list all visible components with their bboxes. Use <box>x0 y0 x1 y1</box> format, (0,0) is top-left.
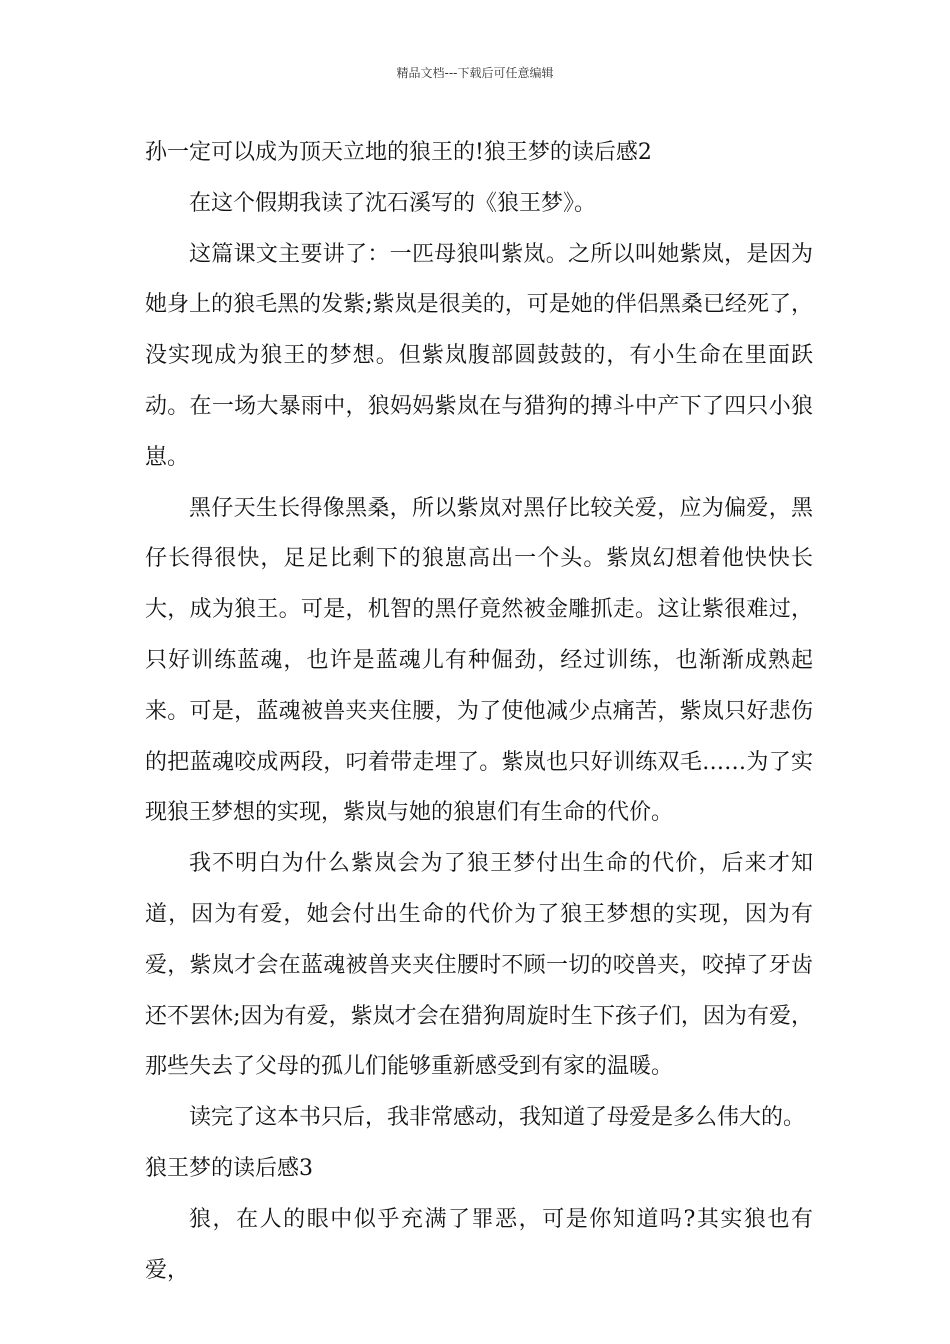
paragraph: 这篇课文主要讲了：一匹母狼叫紫岚。之所以叫她紫岚，是因为她身上的狼毛黑的发紫;紫岚是很美的，可是她的伴侣黑桑已经死了，没实现成为狼王的梦想。但紫岚腹部圆鼓鼓的，有小生命在里面跃动。在一场大暴雨中，狼妈妈紫岚在与猎狗的搏斗中产下了四只小狼崽。 <box>145 241 813 470</box>
page-header: 精品文档---下载后可任意编辑 <box>396 66 554 80</box>
paragraph: 我不明白为什么紫岚会为了狼王梦付出生命的代价，后来才知道，因为有爱，她会付出生命的代价为了狼王梦想的实现，因为有爱，紫岚才会在蓝魂被兽夹夹住腰时不顾一切的咬兽夹，咬掉了牙齿还不罢休;因为有爱，紫岚才会在猎狗周旋时生下孩子们，因为有爱，那些失去了父母的孤儿们能够重新感受到有家的温暖。 <box>145 851 813 1080</box>
section-title: 狼王梦的读后感3 <box>145 1155 313 1181</box>
paragraph-title-line: 孙一定可以成为顶天立地的狼王的!狼王梦的读后感2 <box>145 140 652 165</box>
paragraph: 狼，在人的眼中似乎充满了罪恶，可是你知道吗?其实狼也有爱， <box>145 1206 813 1283</box>
paragraph: 黑仔天生长得像黑桑，所以紫岚对黑仔比较关爱，应为偏爱，黑仔长得很快，足足比剩下的狼崽高出一个头。紫岚幻想着他快快长大，成为狼王。可是，机智的黑仔竟然被金雕抓走。这让紫很难过，只好训练蓝魂，也许是蓝魂儿有种倔劲，经过训练，也渐渐成熟起来。可是，蓝魂被兽夹夹住腰，为了使他减少点痛苦，紫岚只好悲伤的把蓝魂咬成两段，叼着带走埋了。紫岚也只好训练双毛……为了实现狼王梦想的实现，紫岚与她的狼崽们有生命的代价。 <box>145 495 813 826</box>
paragraph: 在这个假期我读了沈石溪写的《狼王梦》。 <box>189 190 597 216</box>
paragraph: 读完了这本书只后，我非常感动，我知道了母爱是多么伟大的。 <box>189 1105 806 1131</box>
document-body <box>145 128 813 1296</box>
